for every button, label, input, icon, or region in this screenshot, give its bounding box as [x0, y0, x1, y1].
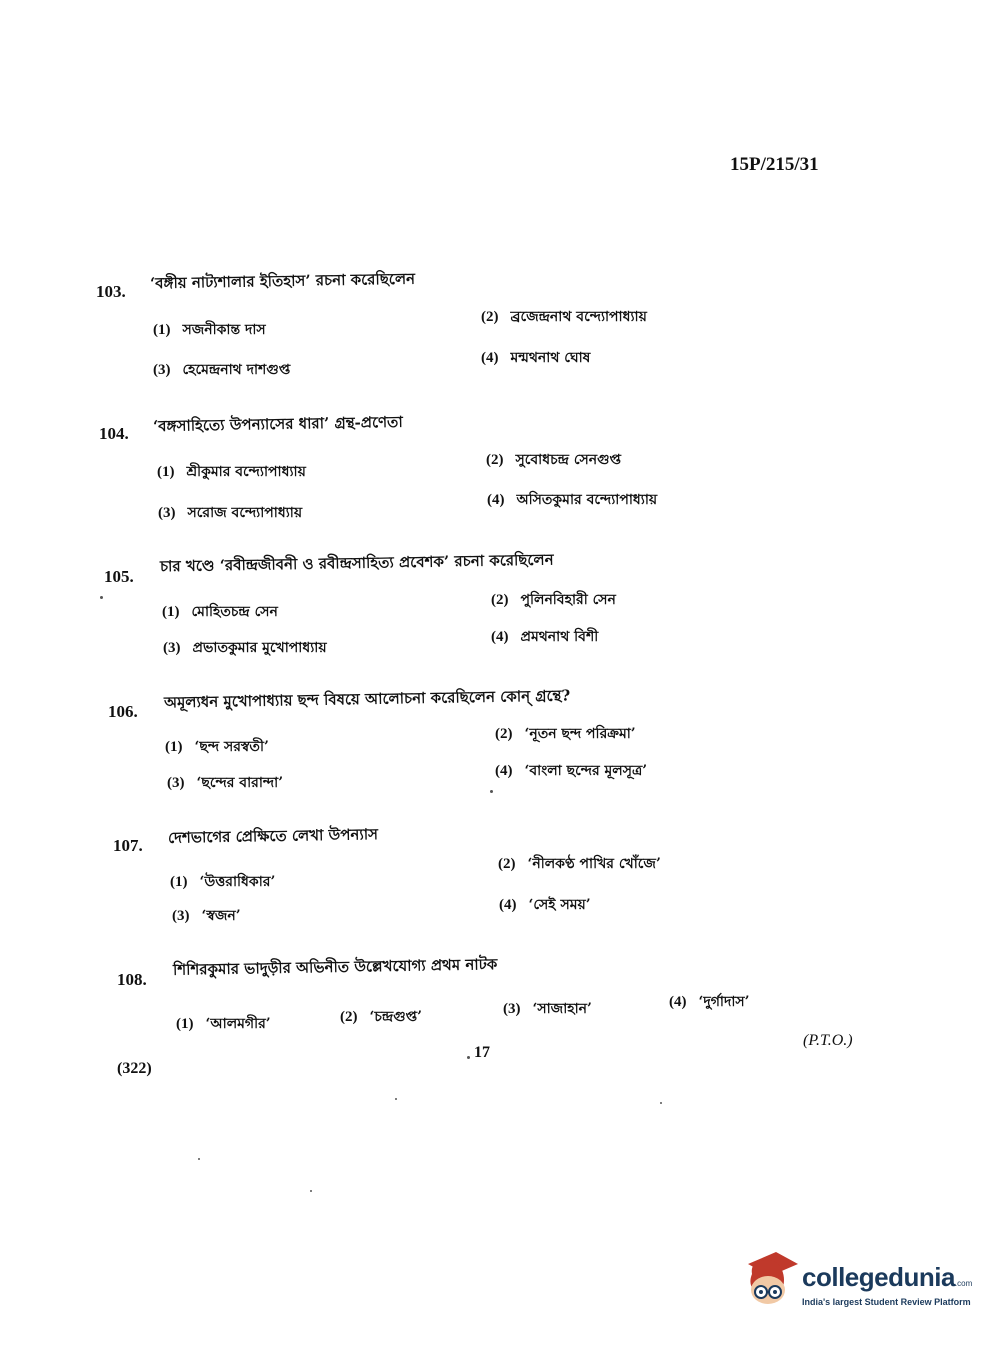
question-number: 106. — [108, 702, 138, 721]
collegedunia-logo — [742, 1250, 972, 1314]
option-2: (2) ‘নীলকণ্ঠ পাখির খোঁজে’ — [498, 856, 661, 872]
option-1: (1) ‘উত্তরাধিকার’ — [170, 874, 276, 890]
question-number: 107. — [113, 836, 143, 855]
option-3: (3) প্রভাতকুমার মুখোপাধ্যায় — [163, 640, 327, 656]
question-number: 104. — [99, 424, 129, 443]
paper-code: 15P/215/31 — [730, 154, 819, 175]
pto-note: (P.T.O.) — [803, 1032, 853, 1049]
scan-speck — [467, 1056, 470, 1059]
scan-speck — [100, 596, 103, 599]
question-text: অমূল্যধন মুখোপাধ্যায় ছন্দ বিষয়ে আলোচনা করেছিলেন কোন্ গ্রন্থে? — [163, 686, 571, 712]
option-3: (3) ‘স্বজন’ — [172, 908, 241, 924]
option-3: (3) ‘ছন্দের বারান্দা’ — [167, 775, 284, 791]
question-text: ‘বঙ্গসাহিত্যে উপন্যাসের ধারা’ গ্রন্থ-প্রণেতা — [152, 412, 403, 436]
logo-tagline: India's largest Student Review Platform — [802, 1297, 971, 1307]
option-2: (2) সুবোধচন্দ্র সেনগুপ্ত — [486, 452, 622, 468]
scan-speck — [310, 1190, 312, 1192]
mascot-icon — [742, 1250, 800, 1312]
option-1: (1) সজনীকান্ত দাস — [153, 322, 266, 338]
option-4: (4) ‘সেই সময়’ — [499, 897, 591, 913]
question-number: 103. — [96, 282, 126, 301]
option-4: (4) মন্মথনাথ ঘোষ — [481, 350, 591, 366]
option-4: (4) ‘দুর্গাদাস’ — [669, 994, 750, 1010]
option-3: (3) ‘সাজাহান’ — [503, 1001, 592, 1017]
logo-wordmark: collegedunia.com — [802, 1262, 973, 1292]
option-4: (4) প্রমথনাথ বিশী — [491, 629, 599, 645]
option-1: (1) শ্রীকুমার বন্দ্যোপাধ্যায় — [157, 464, 306, 480]
option-2: (2) পুলিনবিহারী সেন — [491, 592, 616, 608]
question-text: দেশভাগের প্রেক্ষিতে লেখা উপন্যাস — [167, 825, 379, 847]
option-2: (2) ব্রজেন্দ্রনাথ বন্দ্যোপাধ্যায় — [481, 309, 647, 325]
question-number: 105. — [104, 567, 134, 586]
question-text: শিশিরকুমার ভাদুড়ীর অভিনীত উল্লেখযোগ্য প্রথম নাটক — [172, 955, 498, 979]
option-4: (4) অসিতকুমার বন্দ্যোপাধ্যায় — [487, 492, 658, 508]
page-number: 17 — [474, 1044, 490, 1061]
question-number: 108. — [117, 970, 147, 989]
option-1: (1) ‘আলমগীর’ — [176, 1016, 271, 1032]
scan-speck — [660, 1102, 662, 1104]
copies-count: (322) — [117, 1060, 152, 1077]
scan-speck — [198, 1158, 200, 1160]
option-2: (2) ‘চন্দ্রগুপ্ত’ — [340, 1009, 423, 1025]
scan-speck — [490, 790, 493, 793]
option-2: (2) ‘নূতন ছন্দ পরিক্রমা’ — [495, 726, 636, 742]
option-4: (4) ‘বাংলা ছন্দের মূলসূত্র’ — [495, 763, 648, 779]
option-1: (1) ‘ছন্দ সরস্বতী’ — [165, 739, 269, 755]
question-text: চার খণ্ডে ‘রবীন্দ্রজীবনী ও রবীন্দ্রসাহিত্য প্রবেশক’ রচনা করেছিলেন — [159, 550, 554, 576]
option-3: (3) সরোজ বন্দ্যোপাধ্যায় — [158, 505, 303, 521]
scan-speck — [395, 1098, 397, 1100]
option-1: (1) মোহিতচন্দ্র সেন — [162, 604, 278, 620]
option-3: (3) হেমেন্দ্রনাথ দাশগুপ্ত — [153, 362, 291, 378]
question-text: ‘বঙ্গীয় নাট্যশালার ইতিহাস’ রচনা করেছিলেন — [149, 269, 416, 293]
